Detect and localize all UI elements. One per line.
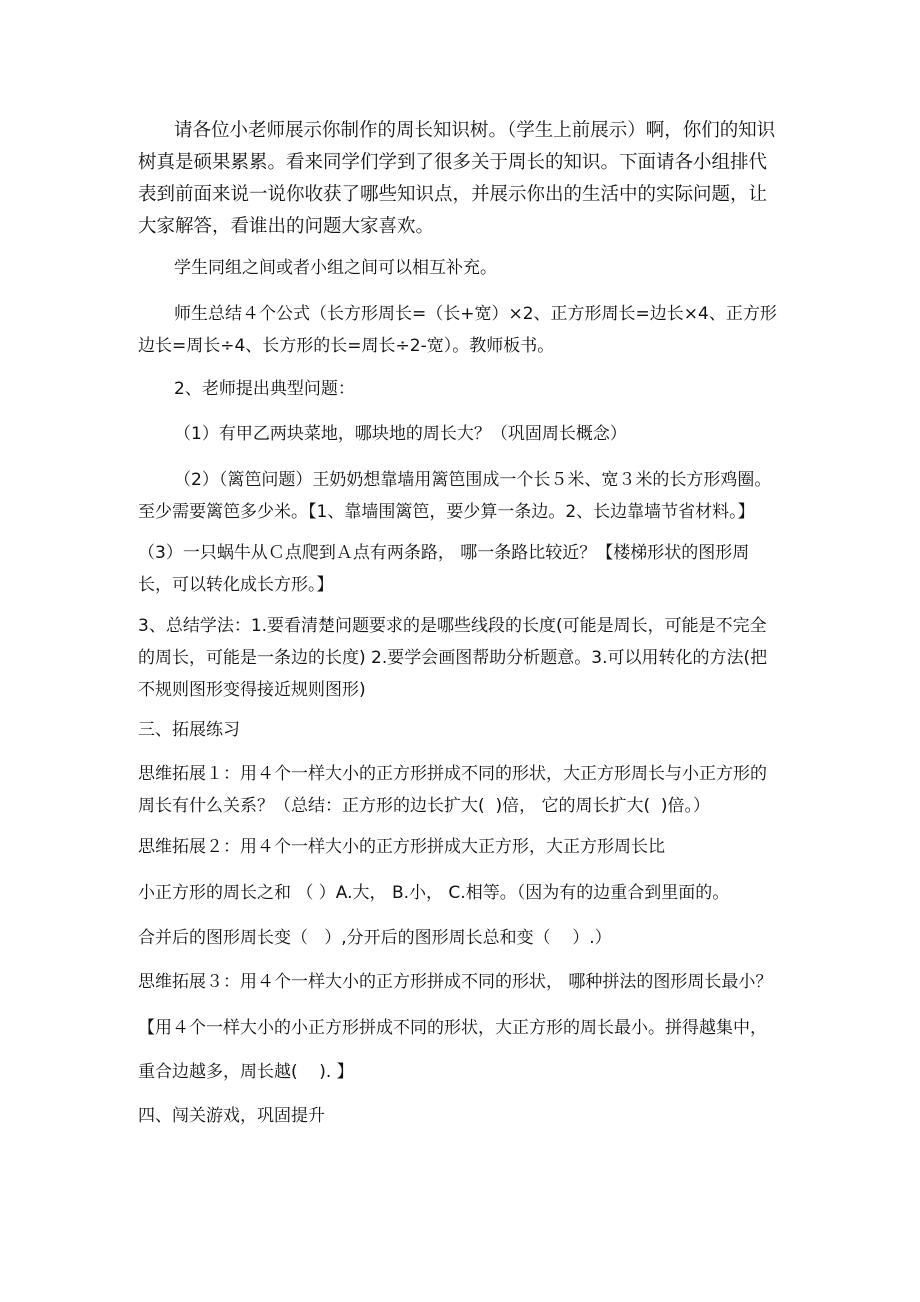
problem-3: （3）一只蜗牛从Ｃ点爬到Ａ点有两条路， 哪一条路比较近？【楼梯形状的图形周长，可以转化成长方形。】 [138, 543, 750, 595]
thinking-extension-2: 思维拓展２：用４个一样大小的正方形拼成大正方形，大正方形周长比 [138, 837, 665, 857]
thinking-extension-2-choices: 小正方形的周长之和 （ ）A.大， B.小， C.相等。（因为有的边重合到里面的。 [138, 883, 730, 903]
heading-extension-practice: 三、拓展练习 [138, 720, 240, 740]
paragraph-study-method: 3、总结学法：1.要看清楚问题要求的是哪些线段的长度(可能是周长，可能是不完全的周长，可能是一条边的长度) 2.要学会画图帮助分析题意。3.可以用转化的方法(把不规则图形变得接近规则图形) [138, 616, 768, 700]
heading-typical-problems: 2、老师提出典型问题： [174, 379, 355, 399]
paragraph-knowledge-tree: 请各位小老师展示你制作的周长知识树。（学生上前展示）啊，你们的知识树真是硕果累累。看来同学们学到了很多关于周长的知识。下面请各小组排代表到前面来说一说你收获了哪些知识点，并展示你出的生活中的实际问题，让大家解答，看谁出的问题大家喜欢。 [138, 120, 776, 237]
thinking-extension-1: 思维拓展１：用４个一样大小的正方形拼成不同的形状，大正方形周长与小正方形的周长有什么关系？（总结：正方形的边长扩大( )倍， 它的周长扩大( )倍。） [138, 764, 767, 816]
problem-1: （1）有甲乙两块菜地，哪块地的周长大？（巩固周长概念） [174, 424, 627, 444]
paragraph-formulas: 师生总结４个公式（长方形周长=（长+宽）×2、正方形周长=边长×4、正方形边长=周长÷4、长方形的长=周长÷2-宽）。教师板书。 [138, 304, 777, 356]
problem-2: （2）（篱笆问题）王奶奶想靠墙用篱笆围成一个长５米、宽３米的长方形鸡圈。至少需要篱笆多少米。【1、靠墙围篱笆，要少算一条边。2、长边靠墙节省材料。】 [138, 470, 772, 522]
heading-level-game: 四、闯关游戏，巩固提升 [138, 1106, 325, 1126]
paragraph-supplement: 学生同组之间或者小组之间可以相互补充。 [174, 258, 497, 278]
thinking-extension-2-fill: 合并后的图形周长变（ ）,分开后的图形周长总和变（ ）.） [138, 928, 612, 948]
extension-3-conclusion-end: 重合边越多，周长越( ). 】 [138, 1062, 354, 1082]
thinking-extension-3: 思维拓展３：用４个一样大小的正方形拼成不同的形状， 哪种拼法的图形周长最小？ [138, 972, 773, 992]
extension-3-conclusion: 【用４个一样大小的小正方形拼成不同的形状，大正方形的周长最小。拼得越集中， [138, 1018, 767, 1038]
